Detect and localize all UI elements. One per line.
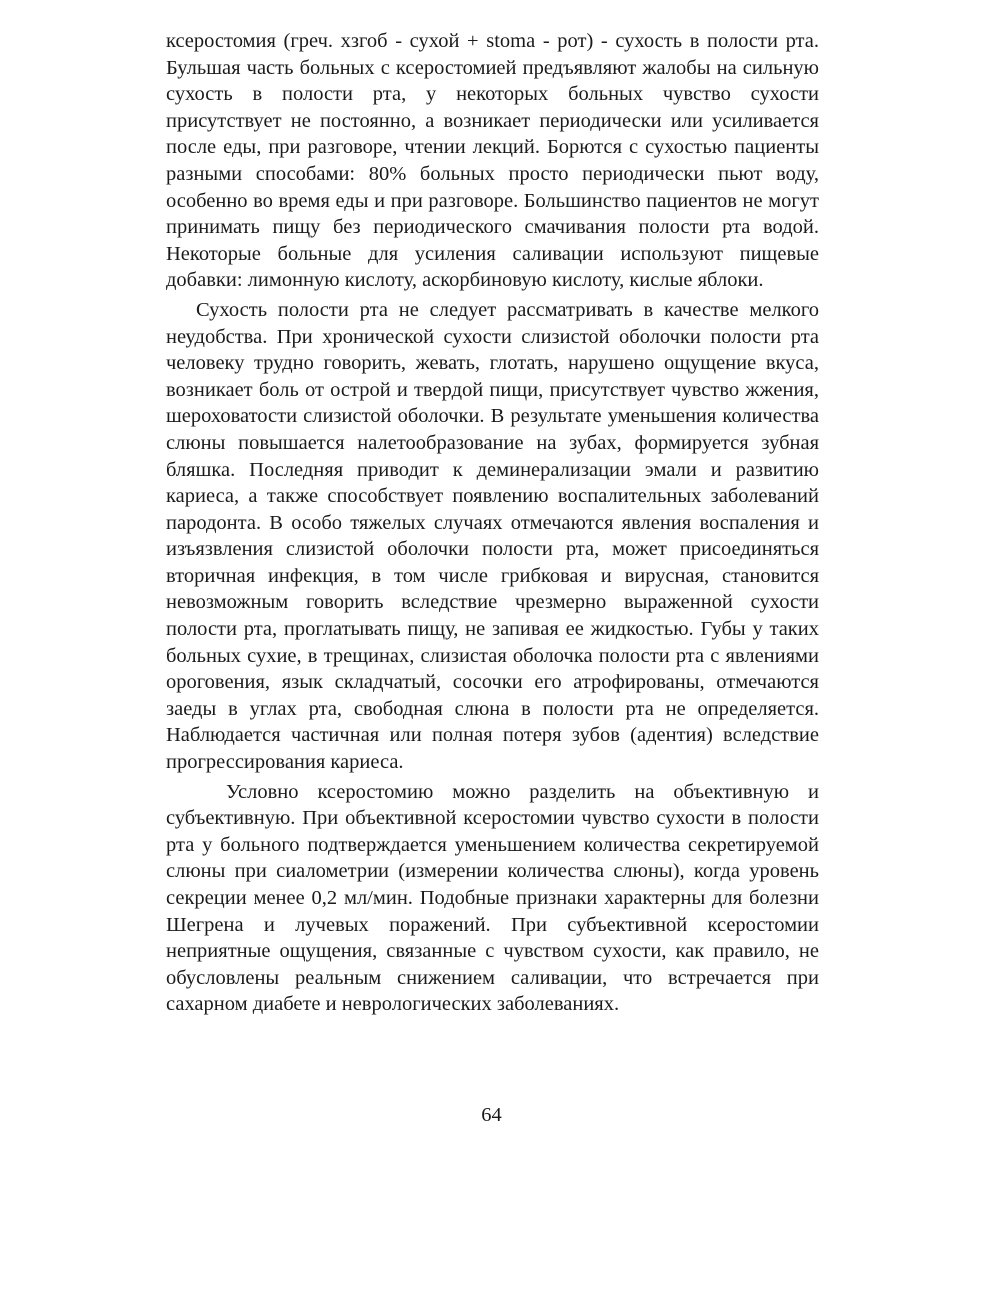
paragraph-objective-subjective: Условно ксеростомию можно разделить на объективную и субъективную. При объективной ксеростомии чувство сухости в полости рта у больного подтверждается уменьшением количества секретируемой слюны при сиалометрии (измерении количества слюны), когда уровень секреции менее 0,2 мл/мин. Подобные признаки характерны для болезни Шегрена и лучевых поражений. При субъективной ксеростомии неприятные ощущения, связанные с чувством сухости, как правило, не обусловлены реальным снижением саливации, что встречается при сахарном диабете и неврологических заболеваниях.: [166, 780, 819, 1016]
paragraph-dry-mouth-consequences: Сухость полости рта не следует рассматривать в качестве мелкого неудобства. При хронической сухости слизистой оболочки полости рта человеку трудно говорить, жевать, глотать, нарушено ощущение вкуса, возникает боль от острой и твердой пищи, присутствует чувство жжения, шероховатости слизистой оболочки. В результате уменьшения количества слюны повышается налетообразование на зубах, формируется зубная бляшка. Последняя приводит к деминерализации эмали и развитию кариеса, а также способствует появлению воспалительных заболеваний пародонта. В особо тяжелых случаях отмечаются явления воспаления и изъязвления слизистой оболочки полости рта, может присоединяться вторичная инфекция, в том числе грибковая и вирусная, становится невозможным говорить вследствие чрезмерно выраженной сухости полости рта, проглатывать пищу, не запивая ее жидкостью. Губы у таких больных сухие, в трещинах, слизистая оболочка полости рта с явлениями ороговения, язык складчатый, сосочки его атрофированы, отмечаются заеды в углах рта, свободная слюна в полости рта не определяется. Наблюдается частичная или полная потеря зубов (адентия) вследствие прогрессирования кариеса.: [166, 298, 819, 774]
page-number: 64: [481, 1104, 502, 1126]
paragraph-xerostomia-definition: ксеростомия (греч. xзгоб - сухой + stoma - рот) - сухость в полости рта. Бульшая часть больных с ксеростомией предъявляют жалобы на сильную сухость в полости рта, у некоторых больных чувство сухости присутствует не постоянно, а возникает периодически или усиливается после еды, при разговоре, чтении лекций. Борются с сухостью пациенты разными способами: 80% больных просто периодически пьют воду, особенно во время еды и при разговоре. Большинство пациентов не могут принимать пищу без периодического смачивания полости рта водой. Некоторые больные для усиления саливации используют пищевые добавки: лимонную кислоту, аскорбиновую кислоту, кислые яблоки.: [166, 30, 819, 292]
document-page: [166, 28, 819, 1018]
